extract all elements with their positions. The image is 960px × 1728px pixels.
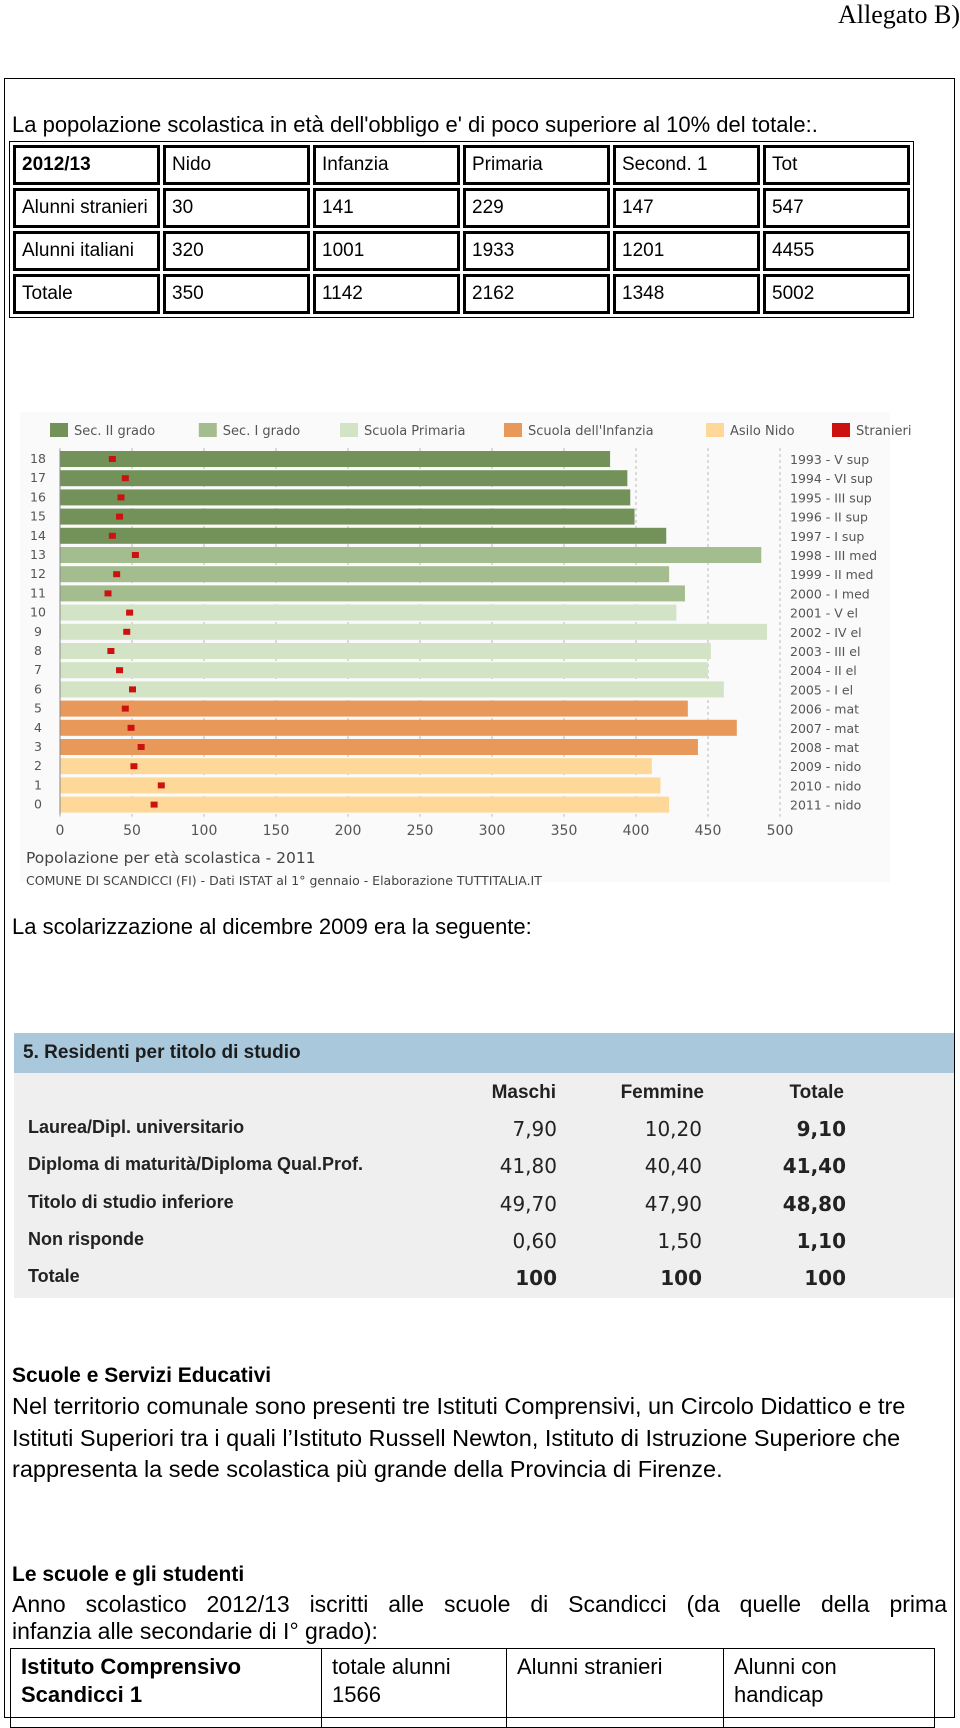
stranieri-marker [138,744,145,750]
x-tick-label: 0 [55,822,65,839]
cohort-label: 2007 - mat [790,720,860,736]
bar [60,547,761,563]
value-femmine: 10,20 [644,1117,702,1141]
table-row [14,1148,954,1184]
table-row [14,1186,954,1222]
table-row [14,1111,954,1147]
bar [60,624,767,640]
legend-label: Asilo Nido [730,424,795,439]
cohort-label: 1996 - II sup [790,509,868,525]
bar [60,701,688,717]
cohort-label: 2009 - nido [790,759,862,775]
chart-source: COMUNE DI SCANDICCI (FI) - Dati ISTAT al 1° gennaio - Elaborazione TUTTITALIA.IT [26,872,542,888]
bar [60,509,635,525]
y-tick-label: 13 [30,547,46,562]
population-table-header [13,145,910,185]
legend-swatch [340,423,358,437]
section-body-studenti-line2: infanzia alle secondarie di I° grado): [12,1618,378,1644]
x-tick-label: 500 [766,822,794,839]
bar [60,758,652,774]
chart-svg [20,412,912,888]
table-cell: 1933 [463,231,610,271]
foreign-students-cell: Alunni stranieri [507,1649,724,1728]
legend-swatch [199,423,217,437]
x-tick-label: 250 [406,822,434,839]
value-femmine: 1,50 [657,1229,702,1253]
y-tick-label: 16 [30,489,46,505]
cohort-label: 2004 - II el [790,663,857,679]
legend-swatch [504,423,522,437]
bar [60,470,627,486]
y-tick-label: 14 [30,527,46,543]
y-tick-label: 12 [30,566,46,582]
value-maschi: 7,90 [512,1117,557,1141]
table-cell: 1001 [313,231,460,271]
y-tick-label: 3 [34,739,42,754]
bar [60,566,669,582]
cohort-label: 2010 - nido [790,778,862,794]
stranieri-marker [158,782,165,788]
table-cell: 229 [463,188,610,228]
x-tick-label: 350 [550,822,578,839]
schools-table [10,1648,935,1728]
header-cell: Infanzia [313,145,460,185]
value-totale: 1,10 [796,1229,846,1253]
value-femmine: 100 [660,1266,702,1290]
cohort-label: 1997 - I sup [790,528,865,544]
row-label: Totale [28,1266,80,1286]
table-cell: 2162 [463,274,610,314]
cohort-label: 1998 - III med [790,548,878,563]
table-cell: 547 [763,188,910,228]
legend-label: Sec. I grado [222,424,301,439]
header-cell: Nido [163,145,310,185]
value-totale: 48,80 [782,1192,846,1216]
value-totale: 100 [804,1266,846,1290]
value-totale: 9,10 [796,1117,846,1141]
legend-label: Scuola Primaria [364,424,466,439]
y-tick-label: 15 [30,508,46,524]
table-cell: 30 [163,188,310,228]
education-table-header [14,1033,954,1073]
cohort-label: 2008 - mat [790,740,860,755]
y-tick-label: 4 [34,719,42,735]
value-femmine: 47,90 [644,1192,702,1216]
column-header-femmine: Femmine [620,1082,704,1103]
section-body-studenti-line1: Anno scolastico 2012/13 iscritti alle scuole di Scandicci (da quelle della prima [12,1591,947,1617]
total-students-cell: totale alunni 1566 [322,1649,507,1728]
y-tick-label: 11 [30,585,46,601]
stranieri-marker [122,706,129,712]
stranieri-marker [107,648,114,654]
table-cell: Alunni italiani [13,231,160,271]
legend-swatch [832,423,850,437]
column-header-maschi: Maschi [491,1082,556,1103]
table-row-total [14,1260,954,1296]
header-cell: Tot [763,145,910,185]
bar [60,643,711,659]
legend-label: Scuola dell'Infanzia [528,424,654,439]
y-tick-label: 0 [34,796,42,812]
handicap-students-cell: Alunni con handicap [724,1649,935,1728]
population-table [9,141,914,318]
chart-title: Popolazione per età scolastica - 2011 [26,848,316,867]
legend-swatch [706,423,724,437]
table-cell: Totale [13,274,160,314]
cohort-label: 2003 - III el [790,644,861,659]
value-maschi: 49,70 [499,1192,557,1216]
bar [60,585,685,601]
bar [60,489,630,505]
y-tick-label: 6 [34,681,42,697]
x-tick-label: 50 [123,822,141,839]
cohort-label: 1994 - VI sup [790,471,873,487]
section-title-scuole: Scuole e Servizi Educativi [12,1364,272,1387]
bar [60,739,698,755]
stranieri-marker [116,514,123,520]
cohort-label: 1999 - II med [790,567,874,583]
table-cell: 1201 [613,231,760,271]
cohort-label: 1993 - V sup [790,452,870,467]
stranieri-marker [126,610,133,616]
value-maschi: 100 [515,1266,557,1290]
education-table-title: 5. Residenti per titolo di studio [23,1042,301,1063]
stranieri-marker [151,802,158,808]
value-maschi: 0,60 [512,1229,557,1253]
cohort-label: 2000 - I med [790,586,870,602]
row-label: Laurea/Dipl. universitario [28,1117,245,1137]
annex-label: Allegato B) [837,0,960,29]
header-cell: 2012/13 [13,145,160,185]
table-cell: 320 [163,231,310,271]
table-cell: 350 [163,274,310,314]
header-cell: Primaria [463,145,610,185]
y-tick-label: 7 [34,662,42,678]
schooling-intro-text: La scolarizzazione al dicembre 2009 era la seguente: [12,914,532,939]
table-row [13,274,910,314]
table-cell: 4455 [763,231,910,271]
table-cell: 141 [313,188,460,228]
stranieri-marker [117,494,124,500]
legend-label: Stranieri [856,424,912,439]
cohort-label: 2011 - nido [790,797,862,813]
y-tick-label: 2 [34,758,42,774]
y-tick-label: 5 [34,700,42,716]
row-label: Diploma di maturità/Diploma Qual.Prof. [28,1154,364,1174]
x-tick-label: 100 [190,822,218,839]
table-row [11,1649,935,1728]
population-age-chart [20,412,912,888]
school-name-cell: Istituto Comprensivo Scandicci 1 [11,1649,322,1728]
stranieri-marker [129,686,136,692]
bar [60,777,660,793]
stranieri-marker [132,552,139,558]
bar [60,681,724,697]
column-header-totale: Totale [789,1082,844,1103]
y-tick-label: 10 [30,604,46,620]
table-cell: 147 [613,188,760,228]
value-maschi: 41,80 [499,1154,557,1178]
bar [60,528,666,544]
stranieri-marker [123,629,130,635]
y-tick-label: 1 [34,777,42,793]
bar [60,720,737,736]
stranieri-marker [109,456,116,462]
x-tick-label: 300 [478,822,506,839]
table-cell: 5002 [763,274,910,314]
row-label: Non risponde [28,1229,144,1249]
cohort-label: 1995 - III sup [790,490,872,506]
cohort-label: 2002 - IV el [790,624,862,640]
value-totale: 41,40 [782,1154,846,1178]
x-tick-label: 200 [334,822,362,839]
y-tick-label: 18 [30,451,46,466]
table-cell: 1142 [313,274,460,314]
stranieri-marker [113,571,120,577]
section-title-studenti: Le scuole e gli studenti [12,1563,245,1586]
section-body-scuole: Nel territorio comunale sono presenti tre Istituti Comprensivi, un Circolo Didattico e tre Istituti Superiori tra i quali l’Istituto Russell Newton, Istituto di Istruzione Superiore che rappresenta la sede scolastica più grande della Provincia di Firenze. [12,1393,906,1482]
x-tick-label: 400 [622,822,650,839]
row-label: Titolo di studio inferiore [28,1192,234,1212]
cohort-label: 2001 - V el [790,605,858,621]
legend-swatch [50,423,68,437]
stranieri-marker [122,475,129,481]
legend-label: Sec. II grado [74,424,156,439]
x-tick-label: 450 [694,822,722,839]
stranieri-marker [128,725,135,731]
y-tick-label: 17 [30,470,46,486]
y-tick-label: 9 [34,623,42,639]
table-cell: Alunni stranieri [13,188,160,228]
cohort-label: 2005 - I el [790,682,854,698]
bar [60,451,610,467]
stranieri-marker [130,763,137,769]
stranieri-marker [105,590,112,596]
bar [60,662,708,678]
bar [60,605,676,621]
table-row [14,1223,954,1259]
cohort-label: 2006 - mat [790,701,860,717]
table-row [13,231,910,271]
table-cell: 1348 [613,274,760,314]
intro-text: La popolazione scolastica in età dell'obbligo e' di poco superiore al 10% del totale:. [12,112,818,137]
table-row [13,188,910,228]
y-tick-label: 8 [34,643,42,658]
value-femmine: 40,40 [644,1154,702,1178]
stranieri-marker [116,667,123,673]
header-cell: Second. 1 [613,145,760,185]
stranieri-marker [109,533,116,539]
x-tick-label: 150 [262,822,290,839]
education-table [14,1033,954,1298]
